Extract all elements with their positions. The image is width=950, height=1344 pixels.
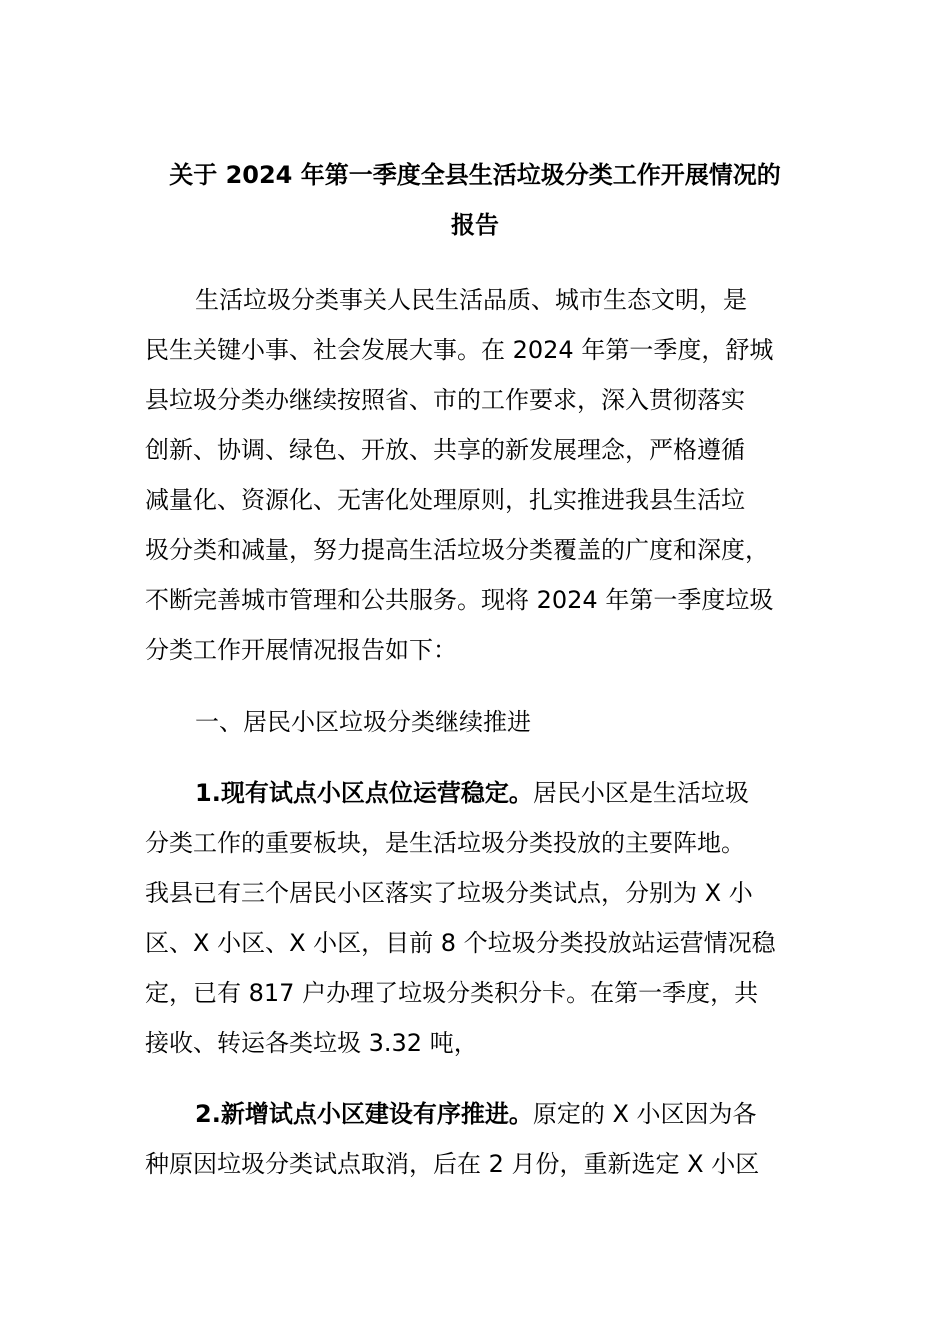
intro-line-4: 创新、协调、绿色、开放、共享的新发展理念，严格遵循 [145,436,745,464]
intro-line-2: 民生关键小事、社会发展大事。在 2024 年第一季度，舒城 [145,336,774,364]
item-2-line-2: 种原因垃圾分类试点取消，后在 2 月份，重新选定 X 小区 [145,1150,760,1178]
section-1-heading: 一、居民小区垃圾分类继续推进 [195,708,531,736]
intro-line-8: 分类工作开展情况报告如下： [145,636,457,664]
item-1-line-3: 我县已有三个居民小区落实了垃圾分类试点，分别为 X 小 [145,879,753,907]
item-1-line-4: 区、X 小区、X 小区，目前 8 个垃圾分类投放站运营情况稳 [145,929,776,957]
intro-line-7: 不断完善城市管理和公共服务。现将 2024 年第一季度垃圾 [145,586,774,614]
item-1-lead: 1.现有试点小区点位运营稳定。 [195,779,533,807]
document-title-line-2: 报告 [451,211,499,239]
item-1-line-2: 分类工作的重要板块，是生活垃圾分类投放的主要阵地。 [145,829,745,857]
item-1-first-line-rest: 居民小区是生活垃圾 [532,779,749,807]
intro-line-5: 减量化、资源化、无害化处理原则，扎实推进我县生活垃 [145,486,745,514]
item-2-lead: 2.新增试点小区建设有序推进。 [195,1100,533,1128]
item-2-first-line [195,1089,757,1139]
item-1-line-5: 定，已有 817 户办理了垃圾分类积分卡。在第一季度，共 [145,979,759,1007]
item-1-line-6: 接收、转运各类垃圾 3.32 吨， [145,1029,478,1057]
intro-line-3: 县垃圾分类办继续按照省、市的工作要求，深入贯彻落实 [145,386,745,414]
item-2-first-line-rest: 原定的 X 小区因为各 [532,1100,757,1128]
item-1-first-line [195,768,749,818]
intro-line-1: 生活垃圾分类事关人民生活品质、城市生态文明，是 [195,286,747,314]
intro-line-6: 圾分类和减量，努力提高生活垃圾分类覆盖的广度和深度， [145,536,769,564]
document-title-line-1: 关于 2024 年第一季度全县生活垃圾分类工作开展情况的 [169,161,781,189]
